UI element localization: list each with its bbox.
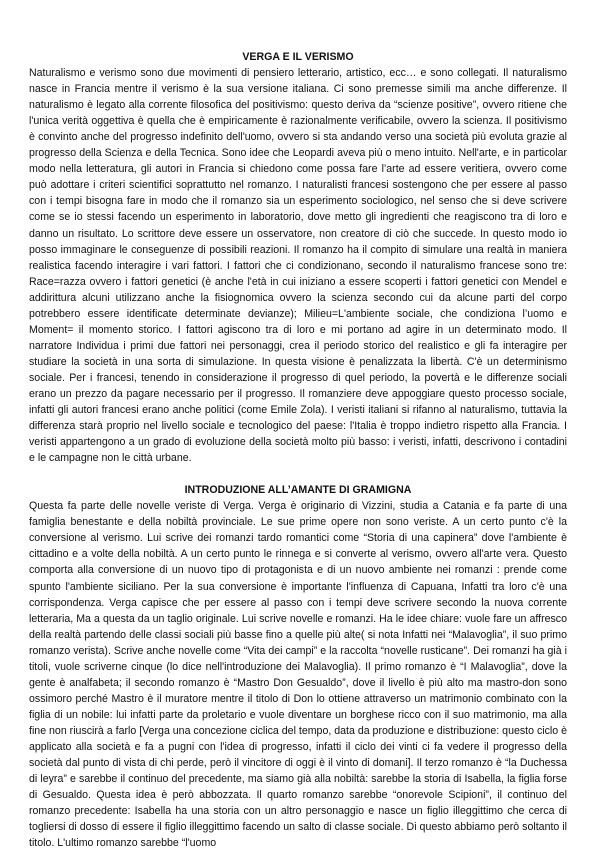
section-title-amante-gramigna: INTRODUZIONE ALL’AMANTE DI GRAMIGNA — [184, 484, 412, 497]
document-page — [29, 49, 567, 851]
section-body-verga-verismo: Naturalismo e verismo sono due movimenti di pensiero letterario, artistico, ecc… e sono collegati. Il naturalismo nasce in Francia mentre il verismo è la sua versione italiana. Ci sono premesse simili ma anche differenze. Il naturalismo è legato alla corrente filosofica del positivismo: questo deriva da “scienze positive”, ovvero ritiene che l'unica verità oggettiva è quella che è empiricamente è razionalmente verificabile, ovvero la scienza. Il positivismo è convinto anche del progresso indefinito dell'uomo, ovvero si sta andando verso una società più evoluta grazie al progresso della Scienza e della Tecnica. Sono idee che Leopardi aveva più o meno intuito. Nell'arte, e in particolar modo nella letteratura, gli autori in Francia si chiedono come possa fare l’arte ad essere veritiera, ovvero come può adottare i criteri scientifici soprattutto nel romanzo. I naturalisti francesi sostengono che per essere al passo con i tempi bisogna fare in modo che il romanzo sia un esperimento sociologico, nel senso che si deve scrivere come se io stessi facendo un esperimento in laboratorio, dove metto gli ingredienti che reagiscono tra di loro e danno un risultato. Lo scrittore deve essere un osservatore, non creatore di ciò che succede. In questo modo io posso immaginare le conseguenze di possibili reazioni. Il romanzo ha il compito di simulare una realtà in maniera realistica facendo interagire i vari fattori. I fattori che ci condizionano, secondo il naturalismo francese sono tre: Race=razza ovvero i fattori genetici (è anche l'età in cui iniziano a essere scoperti i fattori genetici con Mendel e addirittura alcuni utilizzano anche la fisiognomica ovvero la scienza secondo cui da alcune parti del corpo potrebbero essere identificate determinate devianze); Milieu=L'ambiente sociale, che condiziona l’uomo e Moment= il momento storico. I fattori agiscono tra di loro e mi portano ad agire in un determinato modo. Il narratore Individua i primi due fattori nei personaggi, crea il periodo storico del realistico e gli fa interagire per studiare la società in una sorta di simulazione. In questa visione è penalizzata la libertà. C'è un determinismo sociale. Per i francesi, tenendo in considerazione il progresso di quel periodo, la povertà e le differenze sociali erano un prezzo da pagare necessario per il progresso. Il romanziere deve appoggiare questo processo sociale, infatti gli autori francesi erano anche politici (come Emile Zola). I veristi italiani si rifanno al naturalismo, tuttavia la differenza starà proprio nel livello sociale e tecnologico del paese: l'Italia è troppo indietro rispetto alla Francia. I veristi appartengono a un grado di evoluzione della società molto più basso: i veristi, infatti, descrivono i contadini e le campagne non le città urbane. — [29, 67, 567, 465]
section-spacer — [29, 466, 567, 482]
section-body-amante-gramigna: Questa fa parte delle novelle veriste di Verga. Verga è originario di Vizzini, studia a Catania e fa parte di una famiglia benestante e della nobiltà provinciale. Le sue prime opere non sono veriste. A un certo punto c'è la conversione al verismo. Lui scrive dei romanzi tardo romantici come “Storia di una capinera” dove l'ambiente è cittadino e a volte della nobiltà. A un certo punto le rinnega e si converte al verismo, ovvero all'arte vera. Questo comporta alla conversione di un nuovo tipo di protagonista e di un nuovo ambiente nei romanzi : prende come spunto l'ambiente siciliano. Per la sua conversione è importante l'influenza di Capuana, Infatti tra loro c'è una corrispondenza. Verga capisce che per essere al passo con i tempi deve scrivere secondo la nuova corrente letteraria, Ma a questa da un taglio originale. Lui scrive novelle e romanzi. Ha le idee chiare: vuole fare un affresco della realtà partendo delle classi sociali più basse fino a quelle più alte( si nota Infatti nei “Malavoglia”, il suo primo romanzo verista). Scrive anche novelle come “Vita dei campi” e la raccolta “novelle rusticane”. Dei romanzi ha già i titoli, vuole scriverne cinque (lo dice nell'introduzione dei Malavoglia). Il primo romanzo è “I Malavoglia”, dove la gente è analfabeta; il secondo romanzo è “Mastro Don Gesualdo”, dove il livello è più alto ma mastro-don sono ossimoro perché Mastro è il muratore mentre il titolo di Don lo ottiene attraverso un matrimonio combinato con la figlia di un nobile: lui infatti parte da proletario e vuole diventare un borghese ricco con il suo matrimonio, ma alla fine non riuscirà a farlo [Verga una concezione ciclica del tempo, data da produzione e distribuzione: questo ciclo è applicato alla società e fa a pugni con l'idea di progresso, infatti il ciclo dei vinti ci fa vedere il progresso della società dal punto di vista di chi perde, però il vincitore di oggi è il vinto di domani]. Il terzo romanzo è “la Duchessa di leyra” e sarebbe il continuo del precedente, ma siamo già alla nobiltà: sarebbe la storia di Isabella, la figlia forse di Gesualdo. Questa idea è però abbozzata. Il quarto romanzo sarebbe “onorevole Scipioni”, il continuo del romanzo precedente: Isabella ha una storia con un altro personaggio e nasce un figlio illeggittimo che cerca di togliersi di dosso di essere il figlio illeggittimo facendo un salto di classe sociale. Di questo abbiamo però soltanto il titolo. L'ultimo romanzo sarebbe “l'uomo — [29, 500, 567, 850]
section-title-verga-verismo: VERGA E IL VERISMO — [242, 51, 354, 63]
